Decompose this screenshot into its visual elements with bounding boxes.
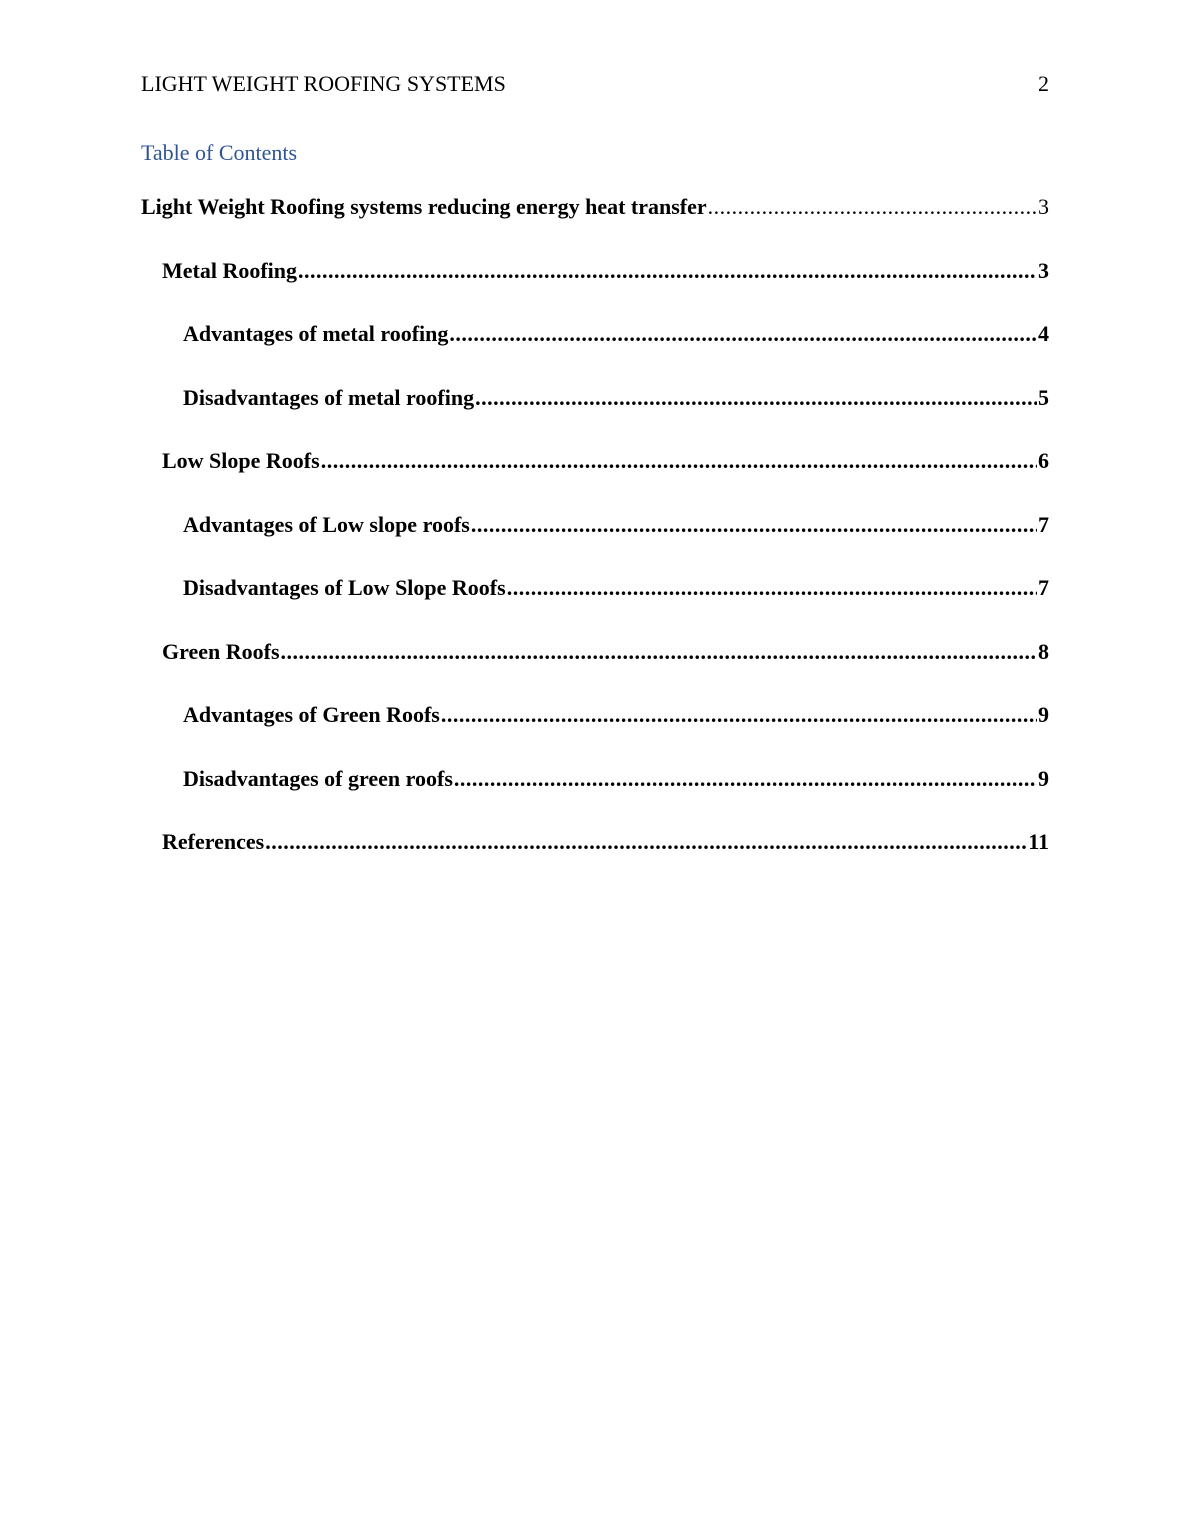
toc-entry[interactable]: [183, 765, 1049, 793]
toc-entry[interactable]: [162, 447, 1049, 475]
toc-entry[interactable]: [162, 257, 1049, 285]
toc-entry-label: Advantages of Low slope roofs: [183, 512, 470, 537]
toc-leader: [281, 638, 1037, 666]
toc-leader: [441, 701, 1037, 729]
toc-entry-page: 3: [1038, 194, 1049, 219]
toc-entry[interactable]: [162, 638, 1049, 666]
toc-entry-label: Advantages of Green Roofs: [183, 702, 440, 727]
running-title: LIGHT WEIGHT ROOFING SYSTEMS: [141, 71, 506, 96]
toc-entry-page: 9: [1038, 766, 1049, 791]
toc-leader: [265, 828, 1027, 856]
toc-entry-label: Disadvantages of Low Slope Roofs: [183, 575, 506, 600]
toc-leader: [298, 257, 1037, 285]
toc-leader: [708, 193, 1037, 221]
toc-entry-page: 6: [1038, 448, 1049, 473]
toc-leader: [475, 384, 1037, 412]
toc-leader: [507, 574, 1037, 602]
toc-entry-page: 3: [1038, 258, 1049, 283]
toc-heading: Table of Contents: [141, 140, 298, 165]
toc-entry-label: Disadvantages of green roofs: [183, 766, 453, 791]
toc-leader: [449, 320, 1037, 348]
toc-entry-page: 9: [1038, 702, 1049, 727]
toc-leader: [454, 765, 1037, 793]
toc-leader: [321, 447, 1037, 475]
toc-entry[interactable]: [141, 193, 1049, 221]
toc-entry-page: 4: [1038, 321, 1049, 346]
toc-entry-page: 7: [1038, 575, 1049, 600]
toc-entry-page: 5: [1038, 385, 1049, 410]
toc-entry-label: Disadvantages of metal roofing: [183, 385, 475, 410]
toc-entry-label: Low Slope Roofs: [162, 448, 320, 473]
toc-entry-label: Advantages of metal roofing: [183, 321, 449, 346]
toc-entry-label: Light Weight Roofing systems reducing energy heat transfer: [141, 194, 707, 219]
running-head: [141, 70, 1049, 98]
toc-entry[interactable]: [162, 828, 1049, 856]
toc-entry-page: 8: [1038, 639, 1049, 664]
toc-entry-page: 11: [1028, 829, 1049, 854]
toc-entry[interactable]: [183, 701, 1049, 729]
toc-entry[interactable]: [183, 320, 1049, 348]
toc-entry[interactable]: [183, 511, 1049, 539]
toc-entry-label: Metal Roofing: [162, 258, 298, 283]
toc-entry-label: References: [162, 829, 265, 854]
toc-entry[interactable]: [183, 384, 1049, 412]
toc-entry[interactable]: [183, 574, 1049, 602]
toc-leader: [471, 511, 1037, 539]
toc-entry-label: Green Roofs: [162, 639, 280, 664]
toc-entry-page: 7: [1038, 512, 1049, 537]
page-number: 2: [1038, 71, 1049, 96]
